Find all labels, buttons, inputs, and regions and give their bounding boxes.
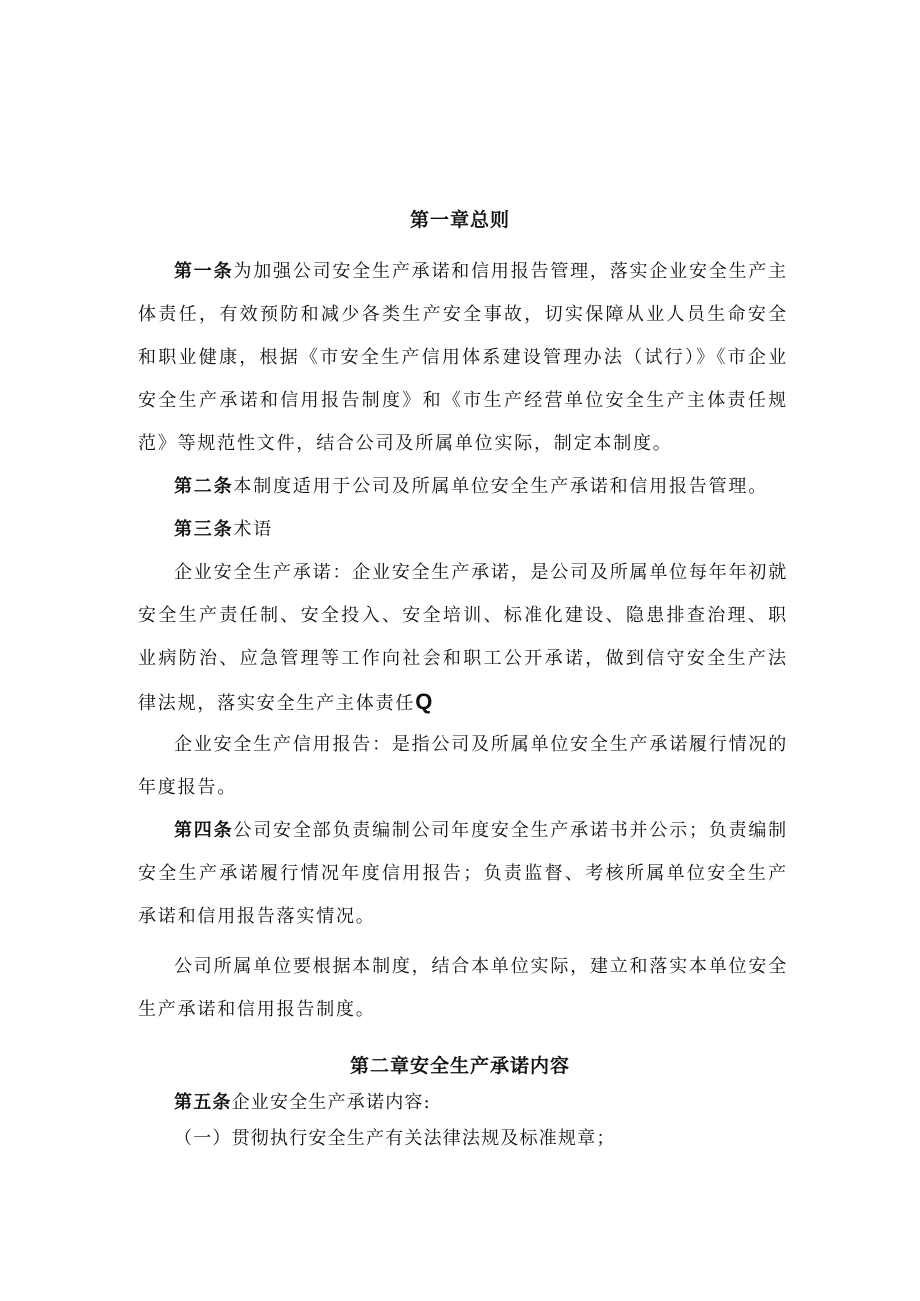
article-4-supplement (138, 945, 788, 1031)
article-2-text: 本制度适用于公司及所属单位安全生产承诺和信用报告管理。 (233, 476, 769, 497)
article-5-text: 企业安全生产承诺内容: (231, 1092, 431, 1113)
article-3-label: 第三条 (174, 519, 234, 540)
article-5-item-1-text: （一）贯彻执行安全生产有关法律法规及标准规章； (174, 1128, 616, 1149)
article-2 (138, 465, 788, 508)
article-5-item-1 (138, 1117, 788, 1160)
article-1 (138, 250, 788, 465)
article-4-supplement-text: 公司所属单位要根据本制度，结合本单位实际，建立和落实本单位安全生产承诺和信用报告制度。 (138, 956, 788, 1020)
article-3-text: 术语 (233, 519, 274, 540)
term-credit-report (138, 723, 788, 809)
article-4-label: 第四条 (174, 820, 234, 841)
term-safety-commitment (138, 551, 788, 725)
chapter-2-title: 第二章安全生产承诺内容 (349, 1055, 570, 1077)
chapter-1-title: 第一章总则 (409, 209, 510, 231)
article-1-label: 第一条 (174, 261, 234, 282)
term-safety-commitment-text: 企业安全生产承诺：企业安全生产承诺，是公司及所属单位每年年初就安全生产责任制、安全投入、安全培训、标准化建设、隐患排查治理、职业病防治、应急管理等工作向社会和职工公开承诺，做到信守安全生产法律法规，落实安全生产主体责任 (138, 562, 788, 714)
stray-q-mark: Q (415, 689, 435, 714)
article-4-text: 公司安全部负责编制公司年度安全生产承诺书并公示；负责编制安全生产承诺履行情况年度信用报告；负责监督、考核所属单位安全生产承诺和信用报告落实情况。 (138, 820, 788, 927)
article-4 (138, 809, 788, 938)
article-5-label: 第五条 (174, 1092, 232, 1113)
term-credit-report-text: 企业安全生产信用报告：是指公司及所属单位安全生产承诺履行情况的年度报告。 (138, 734, 788, 798)
article-2-label: 第二条 (174, 476, 234, 497)
article-3 (138, 508, 788, 551)
article-1-text: 为加强公司安全生产承诺和信用报告管理，落实企业安全生产主体责任，有效预防和减少各类生产安全事故，切实保障从业人员生命安全和职业健康，根据《市安全生产信用体系建设管理办法（试行）》《市企业安全生产承诺和信用报告制度》和《市生产经营单位安全生产主体责任规范》等规范性文件，结合公司及所属单位实际，制定本制度。 (138, 261, 788, 454)
